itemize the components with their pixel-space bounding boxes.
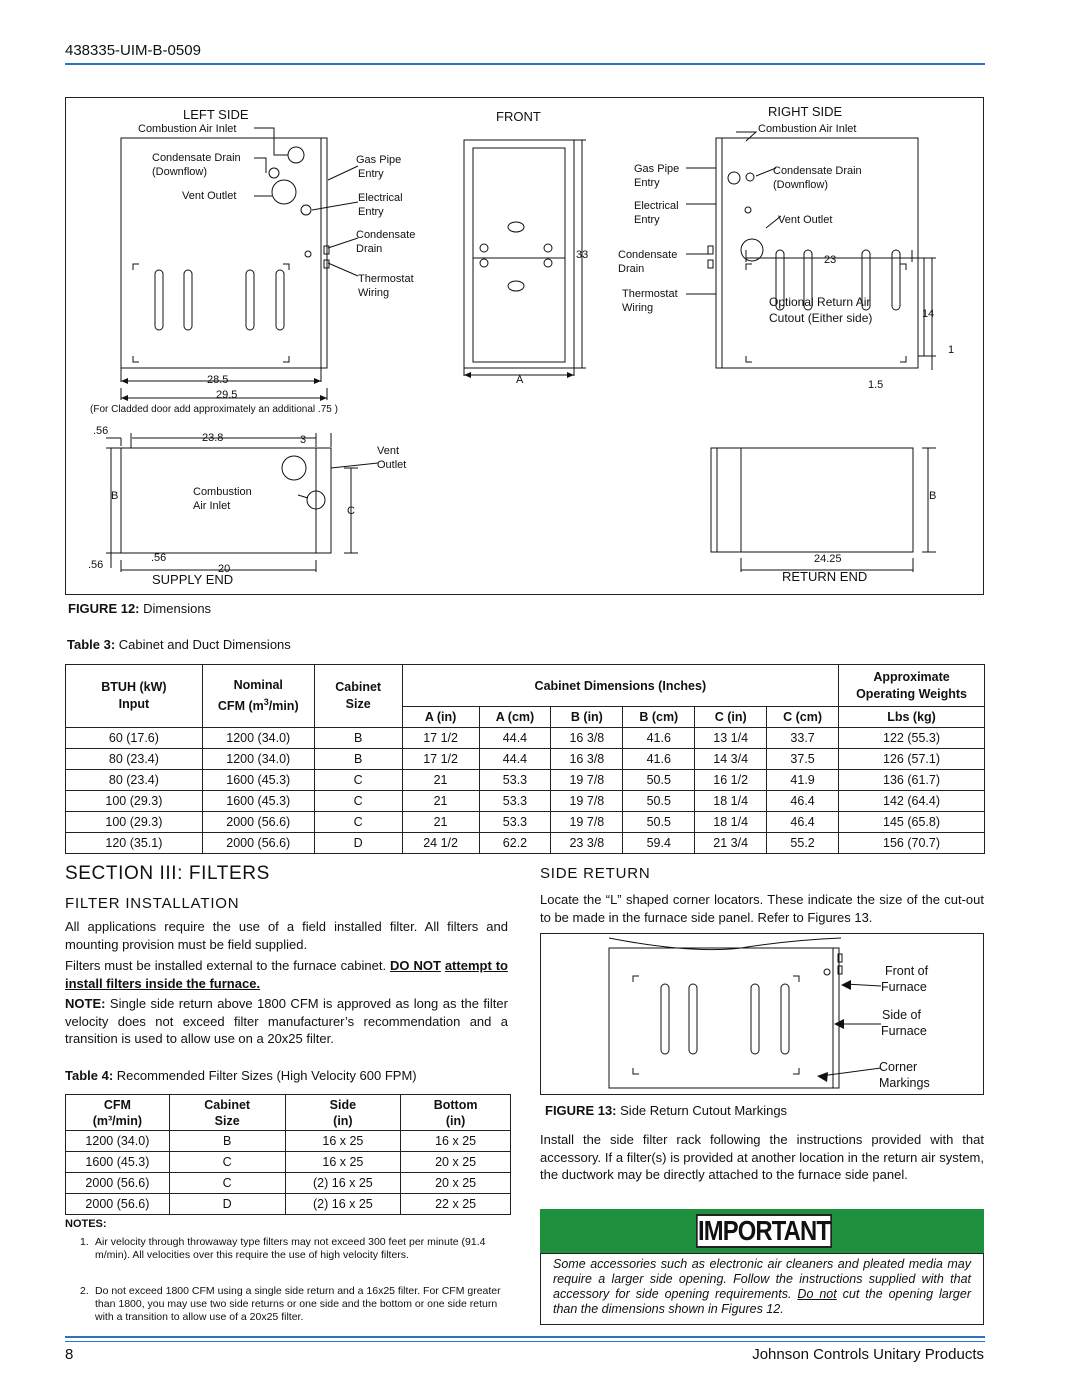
note-text: Single side return above 1800 CFM is approved as long as the filter velocity does not exceed filter manufacturer’s recommendation and a transition is used to allow use on a 20x25 filter. bbox=[65, 996, 508, 1046]
right-drain-label: Drain bbox=[618, 263, 645, 275]
header-cabinet-dimensions: Cabinet Dimensions (Inches) bbox=[402, 665, 838, 707]
table-4-header-row bbox=[66, 1095, 511, 1131]
right-vent-outlet-label: Vent Outlet bbox=[778, 214, 833, 226]
figure-13-caption bbox=[545, 1103, 787, 1118]
supply-end-title: SUPPLY END bbox=[152, 572, 234, 587]
cabinet-dimensions-table bbox=[65, 664, 985, 854]
right-electrical-label: Electrical bbox=[634, 200, 679, 212]
table-cell: 50.5 bbox=[623, 812, 695, 833]
table-cell: D bbox=[314, 833, 402, 854]
note-2-number: 2. bbox=[80, 1285, 89, 1297]
right-side-title: RIGHT SIDE bbox=[768, 104, 843, 119]
table-cell: 19 7/8 bbox=[551, 812, 623, 833]
left-wiring-label: Wiring bbox=[358, 287, 390, 299]
table-3-caption-text: Cabinet and Duct Dimensions bbox=[118, 637, 291, 652]
notes-title: NOTES: bbox=[65, 1218, 107, 1230]
table-cell: 62.2 bbox=[479, 833, 551, 854]
subheader-c-in: C (in) bbox=[695, 707, 767, 728]
subheader-b-in: B (in) bbox=[551, 707, 623, 728]
furnace-label-1: Furnace bbox=[881, 980, 927, 994]
left-thermostat-label: Thermostat bbox=[358, 273, 414, 285]
table-cell: C bbox=[314, 770, 402, 791]
do-not-install-inside: attempt to install filters inside the furnace. bbox=[65, 958, 508, 991]
furnace-label-2: Furnace bbox=[881, 1024, 927, 1038]
table-cell: 24 1/2 bbox=[402, 833, 479, 854]
figure-12-caption bbox=[68, 601, 211, 616]
table-cell: 2000 (56.6) bbox=[202, 833, 314, 854]
header-cabinet-size: Cabinet Size bbox=[314, 665, 402, 728]
supply-dim-3: 3 bbox=[300, 434, 307, 446]
table-cell: 21 bbox=[402, 812, 479, 833]
side-return-para-2: Install the side filter rack following the instructions provided with that accessory. If a filter(s) is provided at another location in the return air system, the ductwork may be directly attached to the furnace side panel. bbox=[540, 1132, 984, 1182]
right-downflow-label: (Downflow) bbox=[773, 179, 829, 191]
right-dim-14: 14 bbox=[922, 308, 935, 320]
important-text-c: cut the opening larger than the dimensions shown in Figures 12. bbox=[553, 1287, 971, 1316]
left-combustion-inlet-label: Combustion Air Inlet bbox=[138, 123, 237, 135]
left-condensate-label: Condensate bbox=[356, 229, 416, 241]
header-side: Side (in) bbox=[285, 1095, 401, 1131]
left-electrical-label: Electrical bbox=[358, 192, 403, 204]
table-cell: 16 3/8 bbox=[551, 749, 623, 770]
header-rule bbox=[65, 63, 985, 65]
note-label: NOTE: bbox=[65, 996, 106, 1011]
left-side-title: LEFT SIDE bbox=[183, 107, 249, 122]
table-cell: C bbox=[169, 1173, 285, 1194]
corner-label: Corner bbox=[879, 1060, 918, 1074]
table-cell: 21 bbox=[402, 791, 479, 812]
table-cell: B bbox=[314, 749, 402, 770]
return-end-title: RETURN END bbox=[782, 569, 868, 584]
table-cell: 55.2 bbox=[767, 833, 839, 854]
table-cell: 1600 (45.3) bbox=[202, 770, 314, 791]
table-cell: 16 x 25 bbox=[285, 1131, 401, 1152]
important-do-not: Do not bbox=[797, 1287, 837, 1301]
table-cell: 18 1/4 bbox=[695, 812, 767, 833]
table-cell: 156 (70.7) bbox=[839, 833, 985, 854]
table-cell: 122 (55.3) bbox=[839, 728, 985, 749]
subheader-b-cm: B (cm) bbox=[623, 707, 695, 728]
table-cell: 20 x 25 bbox=[401, 1173, 511, 1194]
table-4-caption-label: Table 4: bbox=[65, 1068, 114, 1083]
right-combustion-inlet-label: Combustion Air Inlet bbox=[758, 123, 857, 135]
footer-rule bbox=[65, 1336, 985, 1342]
table-cell: 14 3/4 bbox=[695, 749, 767, 770]
table-cell: 44.4 bbox=[479, 728, 551, 749]
section-3-title: SECTION III: FILTERS bbox=[65, 863, 270, 884]
table-4-caption bbox=[65, 1068, 417, 1083]
right-condensate-drain-label: Condensate Drain bbox=[773, 165, 862, 177]
subheader-lbs-kg: Lbs (kg) bbox=[839, 707, 985, 728]
table-cell: 145 (65.8) bbox=[839, 812, 985, 833]
table-row bbox=[66, 1152, 511, 1173]
table-cell: 22 x 25 bbox=[401, 1194, 511, 1215]
table-cell: 19 7/8 bbox=[551, 770, 623, 791]
table-cell: 19 7/8 bbox=[551, 791, 623, 812]
table-row bbox=[66, 1173, 511, 1194]
right-dim-1: 1 bbox=[948, 344, 955, 356]
do-not-emphasis: DO NOT bbox=[390, 958, 441, 973]
supply-vent-label: Vent bbox=[377, 445, 400, 457]
table-cell: 50.5 bbox=[623, 770, 695, 791]
table-cell: 126 (57.1) bbox=[839, 749, 985, 770]
right-dim-23: 23 bbox=[824, 254, 837, 266]
table-cell: 53.3 bbox=[479, 812, 551, 833]
table-cell: 50.5 bbox=[623, 791, 695, 812]
supply-dim-056-left: .56 bbox=[88, 559, 104, 571]
filter-para-2 bbox=[65, 957, 508, 992]
markings-label: Markings bbox=[879, 1076, 930, 1090]
table-cell: 60 (17.6) bbox=[66, 728, 203, 749]
table-3-header-row bbox=[66, 665, 985, 707]
table-3-caption-label: Table 3: bbox=[67, 637, 116, 652]
front-dim-a: A bbox=[516, 374, 524, 386]
optional-return-label: Optional Return Air bbox=[769, 295, 871, 309]
table-cell: 16 1/2 bbox=[695, 770, 767, 791]
supply-dim-c: C bbox=[347, 505, 355, 517]
figure-13-caption-label: FIGURE 13: bbox=[545, 1103, 617, 1118]
table-cell: 80 (23.4) bbox=[66, 749, 203, 770]
right-wiring-label: Wiring bbox=[622, 302, 654, 314]
table-cell: C bbox=[314, 791, 402, 812]
table-cell: C bbox=[314, 812, 402, 833]
figure-12-drawing bbox=[66, 98, 983, 594]
figure-13-caption-text: Side Return Cutout Markings bbox=[620, 1103, 788, 1118]
table-row bbox=[66, 812, 985, 833]
table-cell: C bbox=[169, 1152, 285, 1173]
return-dim-b: B bbox=[929, 490, 937, 502]
figure-12-dimensions bbox=[65, 97, 984, 595]
table-cell: 33.7 bbox=[767, 728, 839, 749]
table-cell: 2000 (56.6) bbox=[66, 1194, 170, 1215]
figure-12-caption-label: FIGURE 12: bbox=[68, 601, 140, 616]
filter-para-1: All applications require the use of a field installed filter. All filters and mounting provision must be field supplied. bbox=[65, 919, 508, 952]
table-cell: 16 x 25 bbox=[285, 1152, 401, 1173]
side-return-para: Locate the “L” shaped corner locators. These indicate the size of the cut-out to be made in the furnace side panel. Refer to Figures 13. bbox=[540, 892, 984, 925]
table-cell: 17 1/2 bbox=[402, 749, 479, 770]
left-dim-28-5: 28.5 bbox=[207, 374, 229, 386]
note-1-number: 1. bbox=[80, 1236, 89, 1248]
table-cell: 21 bbox=[402, 770, 479, 791]
supply-combustion-label: Combustion bbox=[193, 486, 252, 498]
table-cell: 46.4 bbox=[767, 812, 839, 833]
table-cell: 1200 (34.0) bbox=[202, 728, 314, 749]
figure-13-drawing bbox=[541, 934, 983, 1094]
supply-dim-20: 20 bbox=[218, 563, 231, 575]
table-cell: 59.4 bbox=[623, 833, 695, 854]
front-of-label: Front of bbox=[885, 964, 929, 978]
table-row bbox=[66, 728, 985, 749]
front-dim-33: 33 bbox=[576, 249, 589, 261]
figure-13-side-return bbox=[540, 933, 984, 1095]
right-electrical-entry-label: Entry bbox=[634, 214, 660, 226]
front-title: FRONT bbox=[496, 109, 541, 124]
return-dim-24-25: 24.25 bbox=[814, 553, 842, 565]
side-of-label: Side of bbox=[882, 1008, 921, 1022]
cutout-either-side-label: Cutout (Either side) bbox=[769, 311, 873, 325]
table-cell: 80 (23.4) bbox=[66, 770, 203, 791]
table-cell: 1600 (45.3) bbox=[202, 791, 314, 812]
table-4-caption-text: Recommended Filter Sizes (High Velocity 600 FPM) bbox=[116, 1068, 417, 1083]
supply-dim-23-8: 23.8 bbox=[202, 432, 224, 444]
right-gas-pipe-label: Gas Pipe bbox=[634, 163, 680, 175]
document-code: 438335-UIM-B-0509 bbox=[65, 42, 201, 59]
table-cell: 1200 (34.0) bbox=[202, 749, 314, 770]
table-cell: B bbox=[314, 728, 402, 749]
note-2-text: Do not exceed 1800 CFM using a single side return and a 16x25 filter. For CFM greater than 1800, you may use two side returns or one side and the bottom or one side return with a transition to allow use of a 20x25 filter. bbox=[95, 1285, 501, 1323]
subheader-a-cm: A (cm) bbox=[479, 707, 551, 728]
table-cell: 100 (29.3) bbox=[66, 791, 203, 812]
left-vent-outlet-label: Vent Outlet bbox=[182, 190, 237, 202]
filter-sizes-table bbox=[65, 1094, 511, 1215]
cladded-door-note: (For Cladded door add approximately an additional .75 ) bbox=[90, 404, 338, 415]
table-cell: 13 1/4 bbox=[695, 728, 767, 749]
company-name: Johnson Controls Unitary Products bbox=[752, 1346, 984, 1363]
table-row bbox=[66, 749, 985, 770]
table-cell: 2000 (56.6) bbox=[202, 812, 314, 833]
table-row bbox=[66, 1194, 511, 1215]
supply-dim-b: B bbox=[111, 490, 119, 502]
left-gas-pipe-label: Gas Pipe bbox=[356, 154, 402, 166]
table-cell: 23 3/8 bbox=[551, 833, 623, 854]
figure-12-caption-text: Dimensions bbox=[143, 601, 212, 616]
important-label: IMPORTANT bbox=[697, 1215, 831, 1246]
header-cfm: CFM (m³/min) bbox=[66, 1095, 170, 1131]
left-dim-29-5: 29.5 bbox=[216, 389, 238, 401]
important-text bbox=[540, 1253, 984, 1325]
table-cell: 100 (29.3) bbox=[66, 812, 203, 833]
header-approx-weights: Approximate Operating Weights bbox=[839, 665, 985, 707]
table-cell: 17 1/2 bbox=[402, 728, 479, 749]
table-cell: 44.4 bbox=[479, 749, 551, 770]
subheader-a-in: A (in) bbox=[402, 707, 479, 728]
table-row bbox=[66, 1131, 511, 1152]
table-cell: 53.3 bbox=[479, 770, 551, 791]
table-cell: 53.3 bbox=[479, 791, 551, 812]
table-cell: 2000 (56.6) bbox=[66, 1173, 170, 1194]
table-cell: 46.4 bbox=[767, 791, 839, 812]
table-cell: (2) 16 x 25 bbox=[285, 1173, 401, 1194]
table-cell: 120 (35.1) bbox=[66, 833, 203, 854]
important-text-a: Some accessories such as electronic air cleaners and pleated media may require a larger side opening. Follow the instructions supplied with that accessory for side opening requirements. bbox=[553, 1257, 971, 1301]
header-nominal-cfm: Nominal CFM $(m^3/\min)$ bbox=[202, 665, 314, 728]
table-cell: 21 3/4 bbox=[695, 833, 767, 854]
right-thermostat-label: Thermostat bbox=[622, 288, 678, 300]
left-electrical-entry-label: Entry bbox=[358, 206, 384, 218]
supply-air-inlet-label: Air Inlet bbox=[193, 500, 231, 512]
filter-note bbox=[65, 995, 508, 1048]
table-cell: 41.6 bbox=[623, 749, 695, 770]
left-downflow-label: (Downflow) bbox=[152, 166, 208, 178]
table-cell: 142 (64.4) bbox=[839, 791, 985, 812]
table-cell: 16 3/8 bbox=[551, 728, 623, 749]
supply-dim-056-bottom: .56 bbox=[151, 552, 167, 564]
left-drain-label: Drain bbox=[356, 243, 383, 255]
table-cell: 37.5 bbox=[767, 749, 839, 770]
table-cell: 1200 (34.0) bbox=[66, 1131, 170, 1152]
note-1-text: Air velocity through throwaway type filters may not exceed 300 feet per minute (91.4 m/min). All velocities over this require the use of high velocity filters. bbox=[95, 1236, 486, 1261]
filter-para-2-text: Filters must be installed external to the furnace cabinet. bbox=[65, 958, 387, 973]
table-cell: B bbox=[169, 1131, 285, 1152]
header-cabinet-size: Cabinet Size bbox=[169, 1095, 285, 1131]
supply-dim-056-top: .56 bbox=[93, 425, 109, 437]
filter-installation-heading: FILTER INSTALLATION bbox=[65, 895, 240, 912]
supply-outlet-label: Outlet bbox=[377, 459, 407, 471]
table-cell: 41.6 bbox=[623, 728, 695, 749]
subheader-c-cm: C (cm) bbox=[767, 707, 839, 728]
table-cell: 16 x 25 bbox=[401, 1131, 511, 1152]
table-cell: 20 x 25 bbox=[401, 1152, 511, 1173]
header-bottom: Bottom (in) bbox=[401, 1095, 511, 1131]
table-cell: 41.9 bbox=[767, 770, 839, 791]
table-row bbox=[66, 770, 985, 791]
table-cell: D bbox=[169, 1194, 285, 1215]
left-entry-label: Entry bbox=[358, 168, 384, 180]
table-3-caption bbox=[67, 637, 291, 652]
right-condensate-label: Condensate bbox=[618, 249, 678, 261]
table-cell: (2) 16 x 25 bbox=[285, 1194, 401, 1215]
header-btuh: BTUH (kW) Input bbox=[66, 665, 203, 728]
right-dim-1-5: 1.5 bbox=[868, 379, 884, 391]
side-return-heading: SIDE RETURN bbox=[540, 865, 651, 882]
table-cell: 18 1/4 bbox=[695, 791, 767, 812]
left-condensate-drain-label: Condensate Drain bbox=[152, 152, 241, 164]
page-number: 8 bbox=[65, 1346, 74, 1363]
table-cell: 136 (61.7) bbox=[839, 770, 985, 791]
table-row bbox=[66, 833, 985, 854]
right-entry-label: Entry bbox=[634, 177, 660, 189]
table-cell: 1600 (45.3) bbox=[66, 1152, 170, 1173]
table-row bbox=[66, 791, 985, 812]
